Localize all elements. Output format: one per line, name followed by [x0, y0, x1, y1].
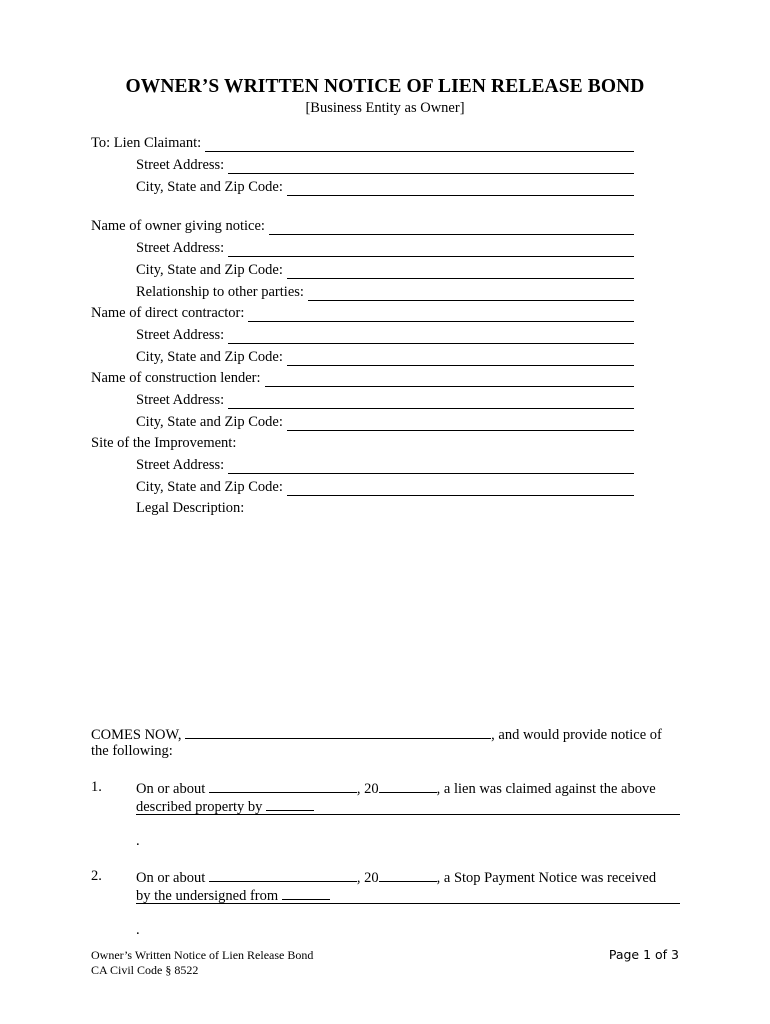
lien-claimant-field[interactable] [205, 138, 634, 152]
page-number: Page 1 of 3 [608, 947, 679, 962]
claimant-street-row [136, 156, 634, 174]
item-1-number: 1. [91, 779, 102, 795]
site-city-row [136, 478, 634, 496]
claimant-city-row [136, 178, 634, 196]
item-2-line1 [136, 868, 656, 887]
item-2-full-line[interactable] [136, 903, 680, 904]
lender-city-field[interactable] [287, 417, 634, 431]
site-city-label: City, State and Zip Code: [136, 479, 283, 495]
item-1-period: . [136, 833, 140, 849]
contractor-city-row [136, 348, 634, 366]
item-2-period: . [136, 922, 140, 938]
item-2-date-field[interactable] [209, 868, 357, 882]
item-2-on-or-about: On or about [136, 870, 206, 886]
claimant-street-field[interactable] [228, 160, 634, 174]
claimant-street-label: Street Address: [136, 157, 225, 173]
lien-claimant-row [91, 134, 634, 152]
site-street-field[interactable] [228, 460, 634, 474]
item-2-number: 2. [91, 868, 102, 884]
contractor-street-label: Street Address: [136, 327, 225, 343]
contractor-name-row [91, 304, 634, 322]
contractor-street-field[interactable] [228, 330, 634, 344]
contractor-city-field[interactable] [287, 352, 634, 366]
lender-street-label: Street Address: [136, 392, 225, 408]
document-title: OWNER’S WRITTEN NOTICE OF LIEN RELEASE BOND [125, 76, 645, 97]
contractor-name-label: Name of direct contractor: [91, 305, 245, 321]
item-2-sender-field[interactable] [282, 886, 330, 900]
lender-street-field[interactable] [228, 395, 634, 409]
item-1-full-line[interactable] [136, 814, 680, 815]
item-1-on-or-about: On or about [136, 781, 206, 797]
contractor-street-row [136, 326, 634, 344]
owner-relationship-label: Relationship to other parties: [136, 284, 304, 300]
contractor-city-label: City, State and Zip Code: [136, 349, 283, 365]
comes-now-name-field[interactable] [185, 725, 491, 739]
claimant-city-field[interactable] [287, 182, 634, 196]
owner-street-field[interactable] [228, 243, 634, 257]
contractor-name-field[interactable] [248, 308, 634, 322]
comes-now-prefix: COMES NOW, [91, 727, 182, 743]
item-2-rest: , a Stop Payment Notice was received [436, 870, 657, 886]
owner-street-label: Street Address: [136, 240, 225, 256]
comes-now-line2: the following: [91, 743, 173, 759]
owner-name-label: Name of owner giving notice: [91, 218, 265, 234]
item-1-rest: , a lien was claimed against the above [436, 781, 656, 797]
lender-street-row [136, 391, 634, 409]
site-street-row [136, 456, 634, 474]
footer-doc-title: Owner’s Written Notice of Lien Release Bond [91, 948, 314, 962]
item-2-year-field[interactable] [379, 868, 437, 882]
item-2-year-prefix: , 20 [356, 870, 379, 886]
lender-name-row [91, 369, 634, 387]
owner-name-field[interactable] [269, 221, 634, 235]
owner-city-field[interactable] [287, 265, 634, 279]
item-1-line2-text: described property by [136, 799, 263, 815]
comes-now-line [91, 725, 662, 744]
item-2-line2-text: by the undersigned from [136, 888, 279, 904]
item-1-year-prefix: , 20 [356, 781, 379, 797]
site-street-label: Street Address: [136, 457, 225, 473]
lender-city-row [136, 413, 634, 431]
owner-city-label: City, State and Zip Code: [136, 262, 283, 278]
lender-city-label: City, State and Zip Code: [136, 414, 283, 430]
item-1-date-field[interactable] [209, 779, 357, 793]
footer-code-citation: CA Civil Code § 8522 [91, 963, 199, 977]
owner-relationship-field[interactable] [308, 287, 634, 301]
footer-citation [91, 948, 313, 978]
item-1-year-field[interactable] [379, 779, 437, 793]
owner-relationship-row [136, 283, 634, 301]
comes-now-suffix: , and would provide notice of [491, 727, 662, 743]
site-heading: Site of the Improvement: [91, 435, 237, 451]
item-1-line1 [136, 779, 656, 798]
owner-city-row [136, 261, 634, 279]
legal-description-label: Legal Description: [136, 500, 245, 516]
lien-claimant-label: To: Lien Claimant: [91, 135, 202, 151]
site-city-field[interactable] [287, 482, 634, 496]
lender-name-label: Name of construction lender: [91, 370, 261, 386]
document-subtitle: [Business Entity as Owner] [305, 100, 465, 116]
owner-street-row [136, 239, 634, 257]
owner-name-row [91, 217, 634, 235]
claimant-city-label: City, State and Zip Code: [136, 179, 283, 195]
lender-name-field[interactable] [265, 373, 634, 387]
item-1-claimant-field[interactable] [266, 797, 314, 811]
